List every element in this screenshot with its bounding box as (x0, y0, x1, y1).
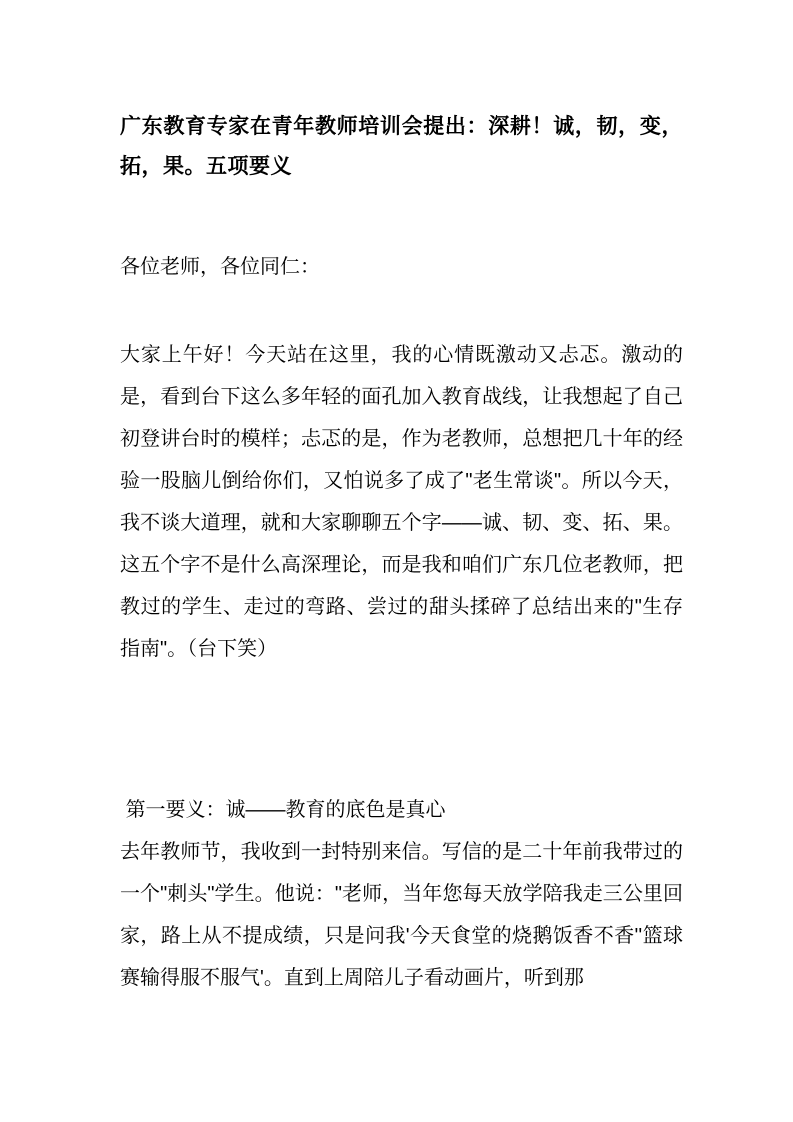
document-title: 广东教育专家在青年教师培训会提出：深耕！诚，韧，变，拓，果。五项要义 (120, 115, 683, 178)
section-heading-first-essential: 第一要义：诚——教育的底色是真心 (120, 799, 446, 821)
section-paragraph: 去年教师节，我收到一封特别来信。写信的是二十年前我带过的一个"刺头"学生。他说："老师，当年您每天放学陪我走三公里回家，路上从不提成绩，只是问我'今天食堂的烧鹅饭香不香''篮球赛输得服不服气'。直到上周陪儿子看动画片，听到那 (120, 841, 683, 989)
opening-paragraph: 大家上午好！今天站在这里，我的心情既激动又忐忑。激动的是，看到台下这么多年轻的面孔加入教育战线，让我想起了自己初登讲台时的模样；忐忑的是，作为老教师，总想把几十年的经验一股脑儿倒给你们，又怕说多了成了"老生常谈"。所以今天，我不谈大道理，就和大家聊聊五个字——诚、韧、变、拓、果。这五个字不是什么高深理论，而是我和咱们广东几位老教师，把教过的学生、走过的弯路、尝过的甜头揉碎了总结出来的"生存指南"。（台下笑） (120, 344, 683, 660)
salutation-line: 各位老师，各位同仁： (120, 256, 320, 278)
